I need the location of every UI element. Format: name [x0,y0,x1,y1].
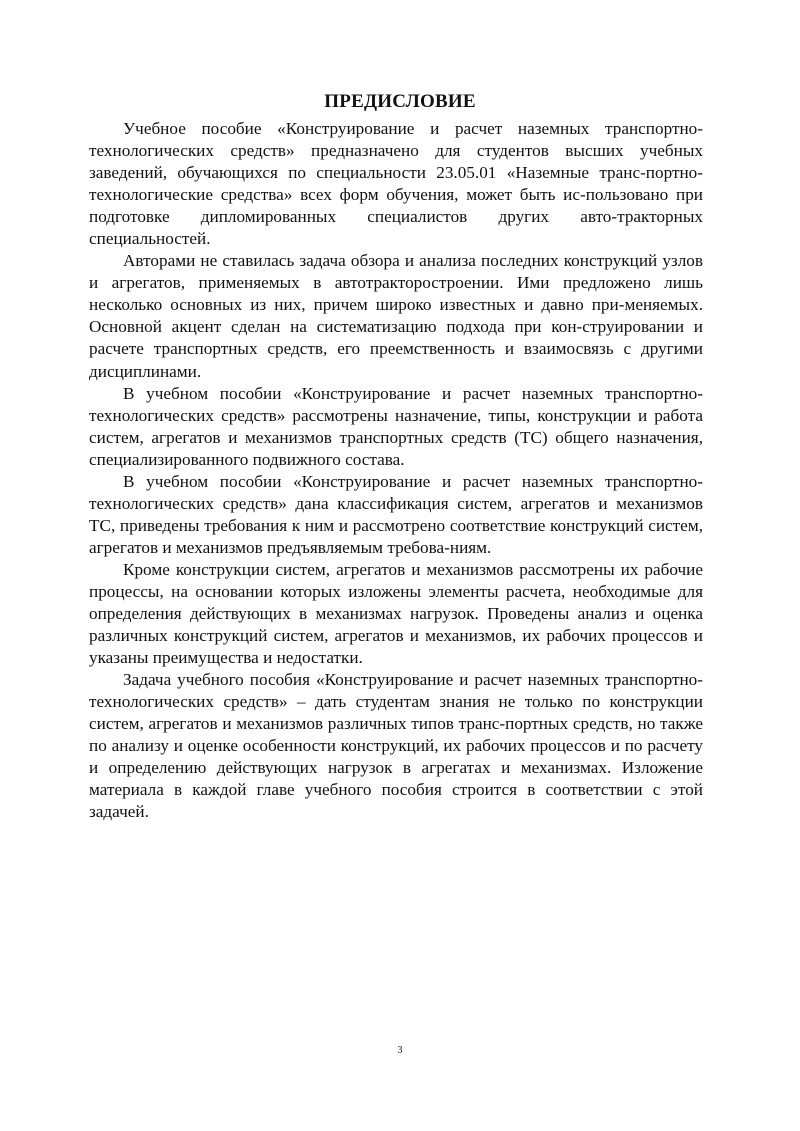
body-text [89,118,703,824]
paragraph: В учебном пособии «Конструирование и расчет наземных транспортно-технологических средств» дана классификация систем, агрегатов и механизмов ТС, приведены требования к ним и рассмотрено соответствие конструкций систем, агрегатов и механизмов предъявляемым требова-ниям. [89,471,703,557]
paragraph: Кроме конструкции систем, агрегатов и механизмов рассмотрены их рабочие процессы, на основании которых изложены элементы расчета, необходимые для определения действующих в механизмах нагрузок. Проведены анализ и оценка различных конструкций систем, агрегатов и механизмов, их рабочих процессов и указаны преимущества и недостатки. [89,559,703,668]
paragraph: Учебное пособие «Конструирование и расчет наземных транспортно-технологических средств» предназначено для студентов высших учебных заведений, обучающихся по специальности 23.05.01 «Наземные транс-портно-технологические средства» всех форм обучения, может быть ис-пользовано при подготовке дипломированных специалистов других авто-тракторных специальностей. [89,119,703,249]
paragraph: Авторами не ставилась задача обзора и анализа последних конструкций узлов и агрегатов, применяемых в автотракторостроении. Ими предложено лишь несколько основных из них, причем широко известных и давно при-меняемых. Основной акцент сделан на систематизацию подхода при кон-струировании и расчете транспортных средств, его преемственность и взаимосвязь с другими дисциплинами. [89,251,703,381]
page-title: ПРЕДИСЛОВИЕ [324,91,476,112]
page-number: 3 [397,1045,403,1056]
paragraph: Задача учебного пособия «Конструирование и расчет наземных транспортно-технологических средств» – дать студентам знания не только по конструкции систем, агрегатов и механизмов различных типов транс-портных средств, но также по анализу и оценке особенности конструкций, их рабочих процессов и по расчету и определению действующих нагрузок в агрегатах и механизмах. Изложение материала в каждой главе учебного пособия строится в соответствии с этой задачей. [89,670,703,822]
paragraph: В учебном пособии «Конструирование и расчет наземных транспортно-технологических средств» рассмотрены назначение, типы, конструкции и работа систем, агрегатов и механизмов транспортных средств (ТС) общего назначения, специализированного подвижного состава. [89,383,703,469]
